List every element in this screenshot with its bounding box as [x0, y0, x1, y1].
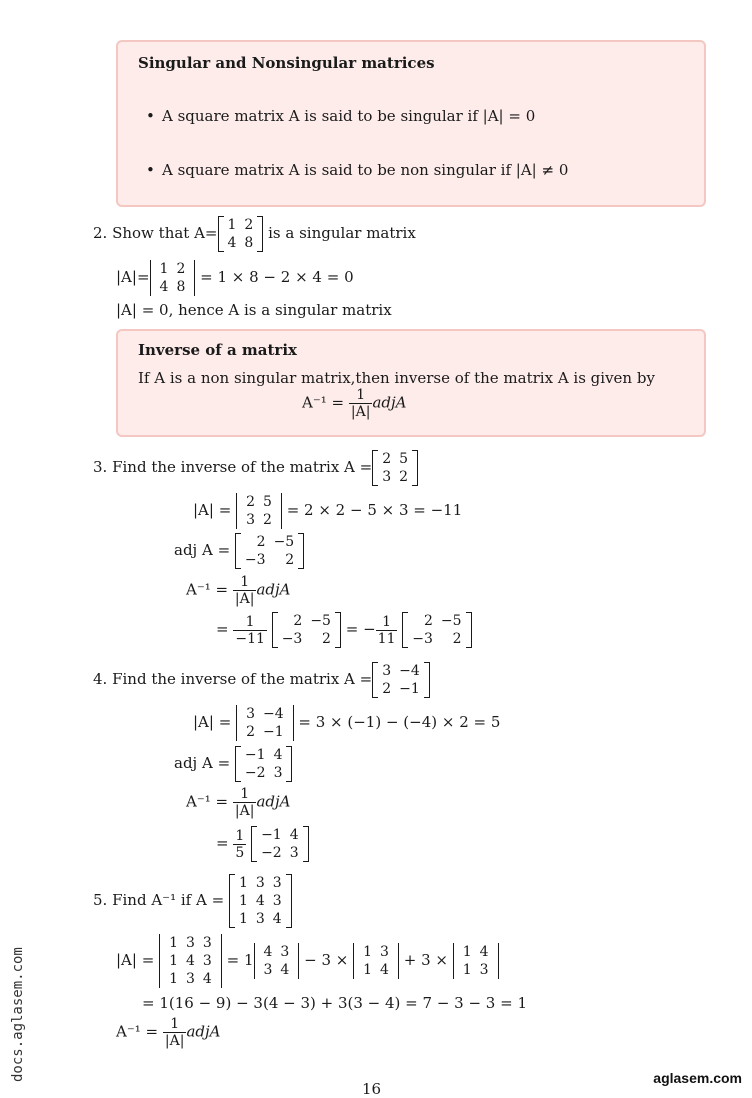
bullet-nonsingular: • A square matrix A is said to be non singular if |A| ≠ 0 — [162, 161, 568, 179]
q4-determinant: |A| = 3 −4 2 −1 = 3 × (−1) − (−4) × 2 = 5 — [193, 706, 501, 740]
q2-number: 2. — [93, 224, 108, 242]
page-number: 16 — [362, 1080, 382, 1098]
q3-adjoint: adj A = 2 −5 −3 2 — [174, 533, 304, 569]
q3-inverse-formula: A⁻¹ = $\frac{1}{|A|}$ adjA — [186, 574, 291, 607]
watermark-text: docs.aglasem.com — [10, 947, 26, 1082]
q3-matrix: 2 5 3 2 — [372, 450, 418, 486]
q5-determinant: |A| = 1 3 3 1 4 3 1 3 4 = 1 4 3 3 4 − 3 × 1 3 1 4 + 3 × 1 4 1 3 — [116, 934, 499, 988]
q4-matrix: 3 −4 2 −1 — [372, 662, 430, 698]
q4-adjoint: adj A = −1 4 −2 3 — [174, 746, 292, 782]
definition-box-singular — [116, 40, 706, 207]
definition-box-inverse — [116, 329, 706, 437]
q3-statement: 3. Find the inverse of the matrix A = 2 5 3 2 — [93, 450, 418, 486]
q4-statement: 4. Find the inverse of the matrix A = 3 −4 2 −1 — [93, 662, 430, 698]
q4-inverse-formula: A⁻¹ = $\frac{1}{|A|}$ adjA — [186, 786, 291, 819]
box-title: Singular and Nonsingular matrices — [138, 54, 435, 72]
q5-statement: 5. Find A⁻¹ if A = 1 3 3 1 4 3 1 3 4 — [93, 874, 292, 928]
inverse-formula: A⁻¹ = $\frac{1}{|A|}$ adjA — [302, 387, 407, 420]
q2-statement — [93, 216, 416, 252]
q3-inverse-result: = $\frac{1}{-11}$ 2 −5 −3 2 = − $\frac{1}{11}$ 2 −5 −3 2 — [216, 612, 472, 648]
q2-conclusion: |A| = 0, hence A is a singular matrix — [116, 301, 392, 319]
brand-text: aglasem.com — [653, 1070, 742, 1086]
q2-text-pre: Show that A= — [112, 224, 218, 242]
q4-inverse-result: = $\frac{1}{5}$ −1 4 −2 3 — [216, 826, 309, 862]
box-title: Inverse of a matrix — [138, 341, 297, 359]
q3-determinant: |A| = 2 5 3 2 = 2 × 2 − 5 × 3 = −11 — [193, 494, 463, 528]
q5-matrix: 1 3 3 1 4 3 1 3 4 — [229, 874, 292, 928]
q2-determinant: |A|= 1 2 4 8 = 1 × 8 − 2 × 4 = 0 — [116, 261, 354, 295]
bullet-singular: • A square matrix A is said to be singular if |A| = 0 — [162, 107, 535, 125]
q2-text-post: is a singular matrix — [268, 224, 416, 242]
q2-matrix: 1 2 4 8 — [218, 216, 264, 252]
q5-inverse-formula: A⁻¹ = $\frac{1}{|A|}$ adjA — [116, 1016, 221, 1049]
box-text: If A is a non singular matrix,then inverse of the matrix A is given by — [138, 369, 655, 387]
q5-expansion: = 1(16 − 9) − 3(4 − 3) + 3(3 − 4) = 7 − 3 − 3 = 1 — [142, 994, 527, 1012]
q2-det-matrix: 1 2 4 8 — [150, 260, 196, 296]
fraction: $\frac{1}{|A|}$ — [350, 387, 371, 420]
